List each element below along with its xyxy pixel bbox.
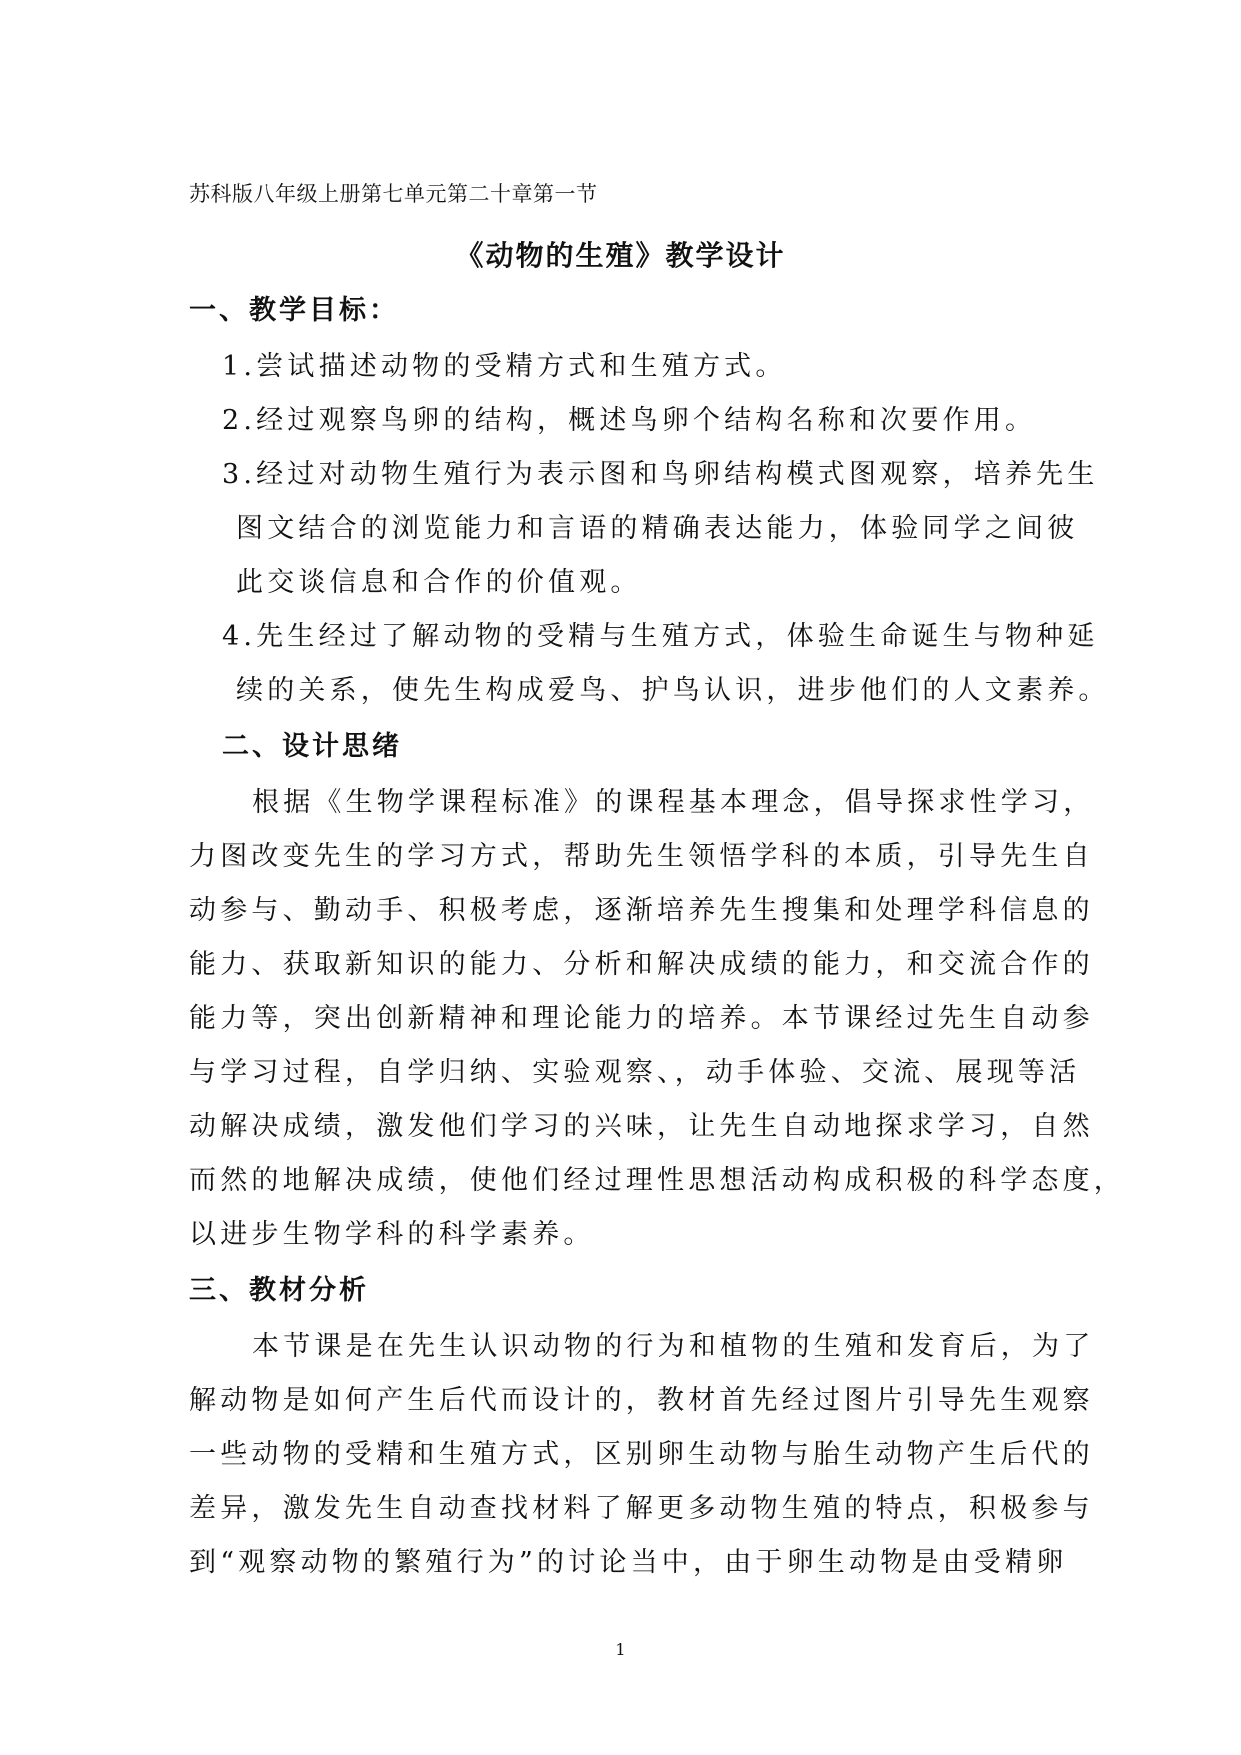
paragraph-line: 能力、获取新知识的能力、分析和解决成绩的能力，和交流合作的: [189, 949, 1094, 980]
document-title: 《动物的生殖》教学设计: [455, 239, 786, 272]
objective-text: 先生经过了解动物的受精与生殖方式，体验生命诞生与物种延: [256, 621, 1099, 652]
objective-2-line-1: [222, 398, 1036, 437]
section-heading-design: 二、设计思绪: [222, 731, 402, 762]
paragraph-line: 差异，激发先生自动查找材料了解更多动物生殖的特点，积极参与: [189, 1493, 1094, 1524]
paragraph-line: 一些动物的受精和生殖方式，区别卵生动物与胎生动物产生后代的: [189, 1439, 1094, 1470]
objective-1-line-1: [222, 344, 787, 383]
section-heading-textbook-analysis: 三、教材分析: [189, 1275, 369, 1306]
objective-text: 经过观察鸟卵的结构，概述鸟卵个结构名称和次要作用。: [256, 405, 1037, 436]
objective-text: 经过对动物生殖行为表示图和鸟卵结构模式图观察，培养先生: [256, 459, 1099, 490]
objective-number: 4.: [222, 621, 257, 652]
course-line: 苏科版八年级上册第七单元第二十章第一节: [189, 182, 598, 206]
paragraph-line: 而然的地解决成绩，使他们经过理性思想活动构成积极的科学态度，: [189, 1165, 1125, 1196]
objective-3-line-2: 图文结合的浏览能力和言语的精确表达能力，体验同学之间彼: [236, 513, 1079, 544]
paragraph-line: 能力等，突出创新精神和理论能力的培养。本节课经过先生自动参: [189, 1003, 1094, 1034]
paragraph-line: 本节课是在先生认识动物的行为和植物的生殖和发育后，为了: [252, 1331, 1095, 1362]
objective-text: 尝试描述动物的受精方式和生殖方式。: [256, 351, 787, 382]
paragraph-line: 力图改变先生的学习方式，帮助先生领悟学科的本质，引导先生自: [189, 841, 1094, 872]
objective-4-line-2: 续的关系，使先生构成爱鸟、护鸟认识，进步他们的人文素养。: [236, 675, 1110, 706]
page-number: 1: [615, 1640, 626, 1659]
paragraph-line: 动参与、勤动手、积极考虑，逐渐培养先生搜集和处理学科信息的: [189, 895, 1094, 926]
paragraph-line: 根据《生物学课程标准》的课程基本理念，倡导探求性学习，: [252, 787, 1095, 818]
paragraph-line: 以进步生物学科的科学素养。: [189, 1219, 595, 1250]
paragraph-line: 解动物是如何产生后代而设计的，教材首先经过图片引导先生观察: [189, 1385, 1094, 1416]
objective-3-line-3: 此交谈信息和合作的价值观。: [236, 567, 642, 598]
section-heading-objectives: 一、教学目标：: [189, 295, 399, 326]
objective-3-line-1: [222, 452, 1099, 491]
paragraph-line: 到“观察动物的繁殖行为”的讨论当中，由于卵生动物是由受精卵: [189, 1547, 1068, 1578]
paragraph-line: 与学习过程，自学归纳、实验观察、，动手体验、交流、展现等活: [189, 1057, 1081, 1088]
paragraph-line: 动解决成绩，激发他们学习的兴味，让先生自动地探求学习，自然: [189, 1111, 1094, 1142]
objective-number: 3.: [222, 459, 257, 490]
objective-number: 2.: [222, 405, 257, 436]
objective-number: 1.: [222, 351, 257, 382]
objective-4-line-1: [222, 614, 1099, 653]
